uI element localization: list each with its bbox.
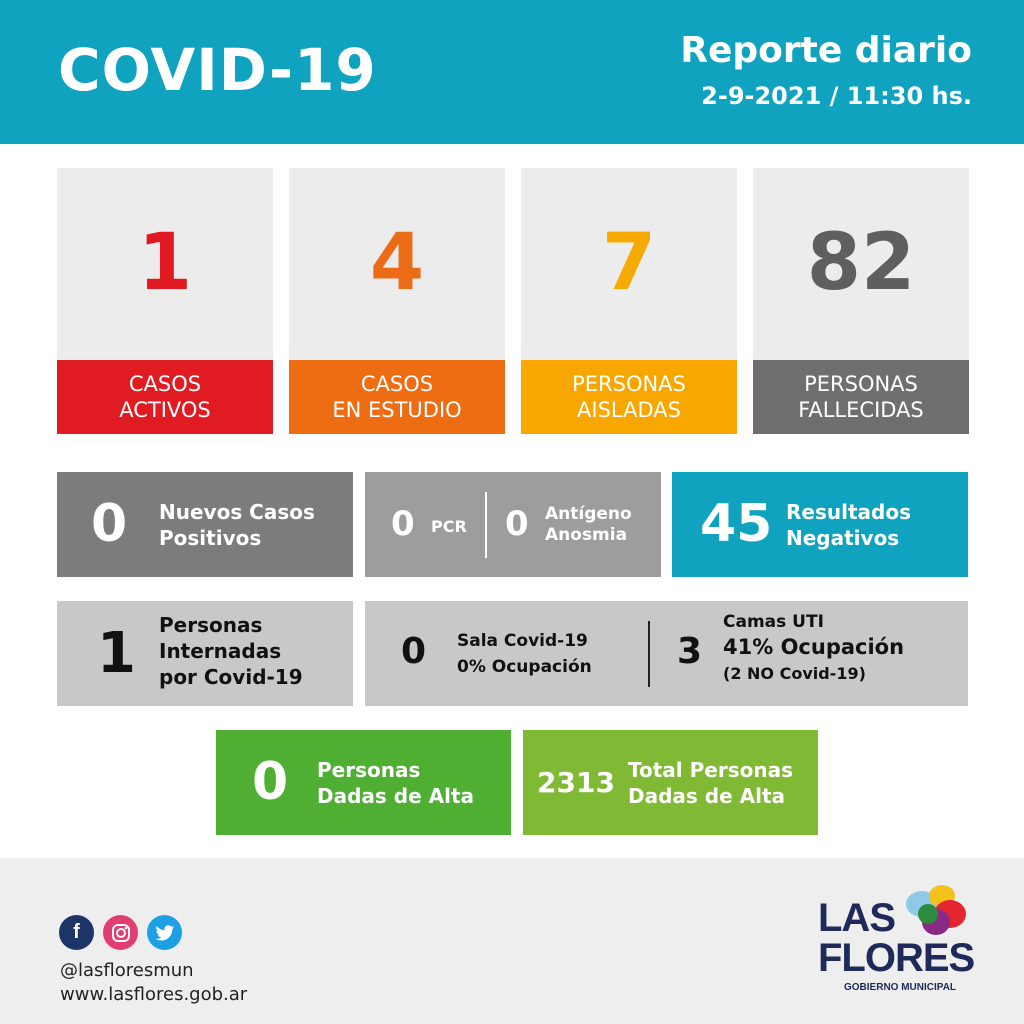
card-value: 1 — [137, 218, 193, 308]
page-title: COVID-19 — [58, 36, 377, 104]
antigeno-label — [545, 504, 632, 546]
flower-logo-icon — [900, 882, 970, 942]
card-value: 82 — [806, 218, 916, 308]
internados-value: 1 — [97, 621, 136, 686]
total-alta-label-line: Dadas de Alta — [628, 784, 786, 808]
logo-line: LAS — [818, 896, 895, 940]
nuevos-label-line: Nuevos Casos — [159, 500, 315, 524]
nuevos-label-line: Positivos — [159, 526, 262, 550]
uti-label-line: 41% Ocupación — [723, 635, 905, 659]
negativos-label — [786, 499, 911, 551]
header-banner — [0, 0, 1024, 144]
card-value: 7 — [601, 218, 657, 308]
pcr-label: PCR — [431, 517, 467, 536]
antigeno-label-line: Anosmia — [545, 525, 628, 545]
pcr-value: 0 — [391, 504, 415, 544]
card-label — [753, 360, 969, 434]
card-label-line: AISLADAS — [577, 398, 681, 422]
report-label: Reporte diario — [680, 30, 972, 71]
box-nuevos-casos — [57, 472, 353, 577]
report-date: 2-9-2021 / 11:30 hs. — [701, 82, 972, 110]
card-label — [521, 360, 737, 434]
box-ocupacion — [365, 601, 968, 706]
internados-label-line: Internadas — [159, 639, 282, 663]
sala-label-line: 0% Ocupación — [457, 657, 592, 677]
box-personas-dadas-de-alta — [216, 730, 511, 835]
logo-subtitle: GOBIERNO MUNICIPAL — [844, 982, 957, 993]
uti-value: 3 — [677, 631, 703, 672]
box-tests — [365, 472, 661, 577]
card-label-line: ACTIVOS — [119, 398, 211, 422]
sala-label — [457, 628, 592, 680]
negativos-label-line: Resultados — [786, 500, 911, 524]
logo-line: FLORES — [818, 936, 975, 980]
uti-label-line: (2 NO Covid-19) — [723, 664, 866, 683]
alta-label-line: Personas — [317, 758, 421, 782]
internados-label-line: Personas — [159, 613, 263, 637]
card-personas-fallecidas — [753, 168, 969, 434]
twitter-icon[interactable] — [147, 915, 182, 950]
card-value: 4 — [369, 218, 425, 308]
card-casos-activos — [57, 168, 273, 434]
box-resultados-negativos — [672, 472, 968, 577]
social-links — [59, 915, 182, 950]
divider — [485, 492, 487, 558]
instagram-icon[interactable] — [103, 915, 138, 950]
facebook-icon[interactable]: f — [59, 915, 94, 950]
nuevos-value: 0 — [91, 494, 128, 554]
uti-label — [723, 611, 904, 687]
sala-label-line: Sala Covid-19 — [457, 631, 588, 651]
internados-label — [159, 612, 303, 690]
total-alta-label-line: Total Personas — [628, 758, 793, 782]
negativos-label-line: Negativos — [786, 526, 900, 550]
card-label-line: CASOS — [360, 372, 434, 396]
card-label — [289, 360, 505, 434]
card-personas-aisladas — [521, 168, 737, 434]
total-alta-value: 2313 — [537, 766, 615, 799]
negativos-value: 45 — [700, 494, 773, 554]
card-label — [57, 360, 273, 434]
card-label-line: PERSONAS — [804, 372, 918, 396]
nuevos-label — [159, 499, 315, 551]
alta-label-line: Dadas de Alta — [317, 784, 475, 808]
card-label-line: FALLECIDAS — [798, 398, 924, 422]
total-alta-label — [628, 757, 793, 809]
card-label-line: CASOS — [128, 372, 202, 396]
sala-value: 0 — [401, 631, 427, 672]
antigeno-label-line: Antígeno — [545, 504, 632, 524]
alta-value: 0 — [252, 752, 289, 812]
social-handle[interactable]: @lasfloresmun — [60, 960, 194, 981]
card-label-line: EN ESTUDIO — [332, 398, 462, 422]
uti-label-line: Camas UTI — [723, 612, 824, 632]
las-flores-logo — [818, 880, 978, 1000]
card-casos-en-estudio — [289, 168, 505, 434]
divider — [648, 621, 650, 687]
box-personas-internadas — [57, 601, 353, 706]
internados-label-line: por Covid-19 — [159, 665, 303, 689]
antigeno-value: 0 — [505, 504, 529, 544]
website-link[interactable]: www.lasflores.gob.ar — [60, 984, 248, 1005]
card-label-line: PERSONAS — [572, 372, 686, 396]
alta-label — [317, 757, 474, 809]
box-total-dadas-de-alta — [523, 730, 818, 835]
